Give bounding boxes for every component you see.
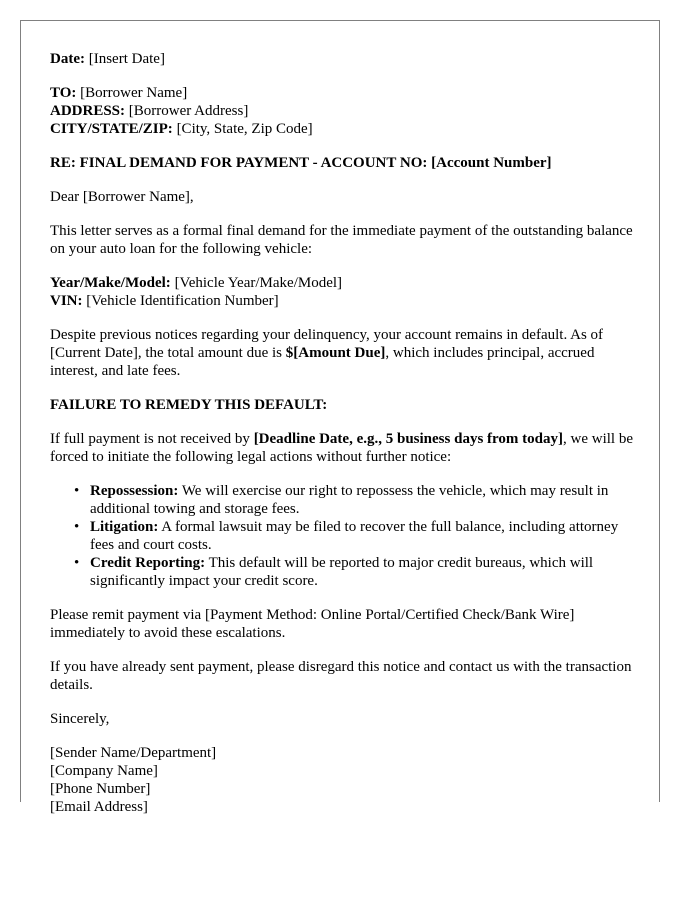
disregard-paragraph: If you have already sent payment, please disregard this notice and contact us with the transaction details. (50, 659, 632, 693)
default-text-before: Despite previous notices regarding your delinquency, your account remains in default. As of [Current Date], the total amount due is (50, 327, 604, 361)
action-label: Repossession: (90, 483, 179, 499)
address-label: ADDRESS: (50, 103, 126, 119)
action-text: This default will be reported to major credit bureaus, which will significantly impact your credit score. (90, 555, 594, 589)
deadline-text-before: If full payment is not received by (50, 431, 254, 447)
date-value: [Insert Date] (84, 51, 165, 67)
sender-name: [Sender Name/Department] (50, 745, 217, 761)
list-item-litigation (74, 518, 640, 554)
failure-heading: FAILURE TO REMEDY THIS DEFAULT: (50, 397, 328, 413)
to-value: [Borrower Name] (76, 85, 188, 101)
action-label: Credit Reporting: (90, 555, 206, 571)
action-text: A formal lawsuit may be filed to recover the full balance, including attorney fees and court costs. (90, 519, 619, 553)
bullet-icon: • (74, 519, 80, 535)
list-item-credit-reporting (74, 554, 640, 590)
bullet-icon: • (74, 483, 80, 499)
deadline-text-after: , we will be forced to initiate the following legal actions without further notice: (50, 431, 633, 465)
action-text: We will exercise our right to repossess the vehicle, which may result in additional towing and storage fees. (90, 483, 609, 517)
company-name: [Company Name] (50, 763, 158, 779)
letter-page (20, 20, 660, 815)
subject-line: RE: FINAL DEMAND FOR PAYMENT - ACCOUNT NO: [Account Number] (50, 155, 552, 171)
closing: Sincerely, (50, 711, 110, 727)
vin-value: [Vehicle Identification Number] (82, 293, 279, 309)
default-paragraph (50, 326, 640, 380)
recipient-block (50, 84, 640, 138)
salutation: Dear [Borrower Name], (50, 189, 194, 205)
city-state-zip-label: CITY/STATE/ZIP: (50, 121, 173, 137)
vehicle-model-label: Year/Make/Model: (50, 275, 171, 291)
to-label: TO: (50, 85, 77, 101)
vehicle-block (50, 274, 640, 310)
letter-body (50, 50, 640, 832)
city-state-zip-value: [City, State, Zip Code] (172, 121, 313, 137)
deadline-date: [Deadline Date, e.g., 5 business days from today] (253, 431, 563, 447)
action-label: Litigation: (90, 519, 159, 535)
list-item-repossession (74, 482, 640, 518)
email-address: [Email Address] (50, 799, 148, 815)
deadline-paragraph (50, 430, 640, 466)
remit-paragraph: Please remit payment via [Payment Method: Online Portal/Certified Check/Bank Wire] immediately to avoid these escalations. (50, 607, 575, 641)
vin-label: VIN: (50, 293, 83, 309)
signature-block (50, 744, 640, 816)
amount-due: $[Amount Due] (285, 345, 386, 361)
bullet-icon: • (74, 555, 80, 571)
date-label: Date: (50, 51, 85, 67)
address-value: [Borrower Address] (125, 103, 249, 119)
date-line (50, 50, 640, 68)
legal-actions-list (50, 482, 640, 590)
phone-number: [Phone Number] (50, 781, 151, 797)
default-text-after: , which includes principal, accrued interest, and late fees. (50, 345, 595, 379)
vehicle-model-value: [Vehicle Year/Make/Model] (170, 275, 343, 291)
intro-paragraph: This letter serves as a formal final demand for the immediate payment of the outstanding balance on your auto loan for the following vehicle: (50, 223, 633, 257)
